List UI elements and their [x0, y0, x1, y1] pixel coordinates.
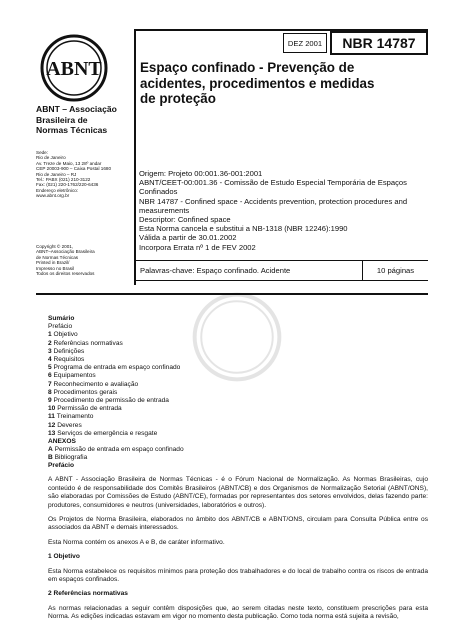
document-title: Espaço confinado - Prevenção de acidentes, procedimentos e medidas de proteção: [140, 60, 375, 106]
toc-item: 2 Referências normativas: [48, 339, 123, 347]
toc-item: 9 Procedimento de permissão de entrada: [48, 397, 169, 405]
objetivo-heading: 1 Objetivo: [48, 553, 80, 561]
paragraph: Os Projetos de Norma Brasileira, elaborados no âmbito dos ABNT/CB e ABNT/ONS, circulam para Consulta Pública entre os associados da ABNT e demais interessados.: [48, 516, 428, 532]
standard-number: NBR 14787: [342, 35, 416, 51]
paragraph: Esta Norma estabelece os requisitos mínimos para proteção dos trabalhadores e do local de trabalho contra os riscos de entrada em espaços confinados.: [48, 567, 428, 584]
document-info: Origem: Projeto 00:001.36-001:2001 ABNT/CEET-00:001.36 - Comissão de Estudo Especial Temporária de Espaços Confinados NBR 14787 - Confined space - Accidents prevention, protection procedures and measurements Descriptor: Confined space Esta Norma cancela e substitui a NB-1318 (NBR 12246):1990 Válida a partir de 30.01.2002 Incorpora Errata nº 1 de FEV 2002: [139, 169, 408, 252]
date-text: DEZ 2001: [287, 38, 323, 48]
sede-address: Sede: Rio de Janeiro Av. Treze de Maio, 13 28º andar CEP 20003-900 – Caixa Postal 1680 Rio de Janeiro – RJ Tel.: PABX (021) 210-3122 Fax: (021) 220-1762/220-6436 Endereço eletrônico: www.abnt.org.br: [36, 150, 111, 199]
toc-item: 11 Treinamento: [48, 413, 94, 421]
toc-item: 13 Serviços de emergência e resgate: [48, 429, 158, 437]
toc-item: 6 Equipamentos: [48, 372, 96, 380]
date-box: [283, 33, 327, 53]
toc-item: 8 Procedimentos gerais: [48, 388, 118, 396]
toc-item: 7 Reconhecimento e avaliação: [48, 380, 139, 388]
standard-number-box: [330, 31, 428, 55]
organization-name: ABNT – Associação Brasileira de Normas Técnicas: [36, 104, 117, 135]
prefacio-heading: Prefácio: [48, 462, 75, 469]
body-text: [48, 462, 428, 628]
toc-heading: Sumário: [48, 315, 75, 322]
toc-anexos-heading: ANEXOS: [48, 438, 76, 446]
toc-prefacio: Prefácio: [48, 323, 73, 331]
abnt-logo: [40, 34, 108, 102]
toc-anexo: B Bibliografia: [48, 454, 88, 462]
copyright-notice: Copyright © 2001, ABNT–Associação Brasileira de Normas Técnicas Printed in Brazil/ Impresso no Brasil Todos os direitos reservados: [36, 244, 95, 277]
toc-item: 1 Objetivo: [48, 331, 78, 339]
keywords-row: [136, 260, 428, 281]
toc-item: 4 Requisitos: [48, 356, 85, 364]
logo-text: ABNT: [46, 58, 102, 80]
toc-item: 3 Definições: [48, 347, 85, 355]
toc-item: 5 Programa de entrada em espaço confinado: [48, 364, 181, 372]
toc-item: 12 Deveres: [48, 421, 82, 429]
paragraph: As normas relacionadas a seguir contêm disposições que, ao serem citadas neste texto, constituem prescrições para esta Norma. As edições indicadas estavam em vigor no momento desta publicação. Como toda norma está sujeita a revisão,: [48, 604, 428, 621]
keywords: Palavras-chave: Espaço confinado. Acidente: [140, 266, 291, 275]
referencias-heading: 2 Referências normativas: [48, 590, 128, 598]
header-vertical-rule: [134, 29, 136, 285]
toc-item: 10 Permissão de entrada: [48, 405, 122, 413]
paragraph: A ABNT - Associação Brasileira de Normas Técnicas - é o Fórum Nacional de Normalização. As Normas Brasileiras, cujo conteúdo é de responsabilidade dos Comitês Brasileiros (ABNT/CB) e dos Organismos de Normalização Setorial (ABNT/ONS), são elaboradas por Comissões de Estudo (ABNT/CE), formadas por representantes dos setores envolvidos, delas fazendo parte: produtores, consumidores e neutros (universidades, laboratórios e outros).: [48, 476, 428, 509]
toc-anexo: A Permissão de entrada em espaço confinado: [48, 446, 184, 454]
page-count: 10 páginas: [362, 261, 428, 280]
paragraph: Esta Norma contém os anexos A e B, de caráter informativo.: [48, 538, 225, 546]
table-of-contents: [48, 315, 428, 463]
